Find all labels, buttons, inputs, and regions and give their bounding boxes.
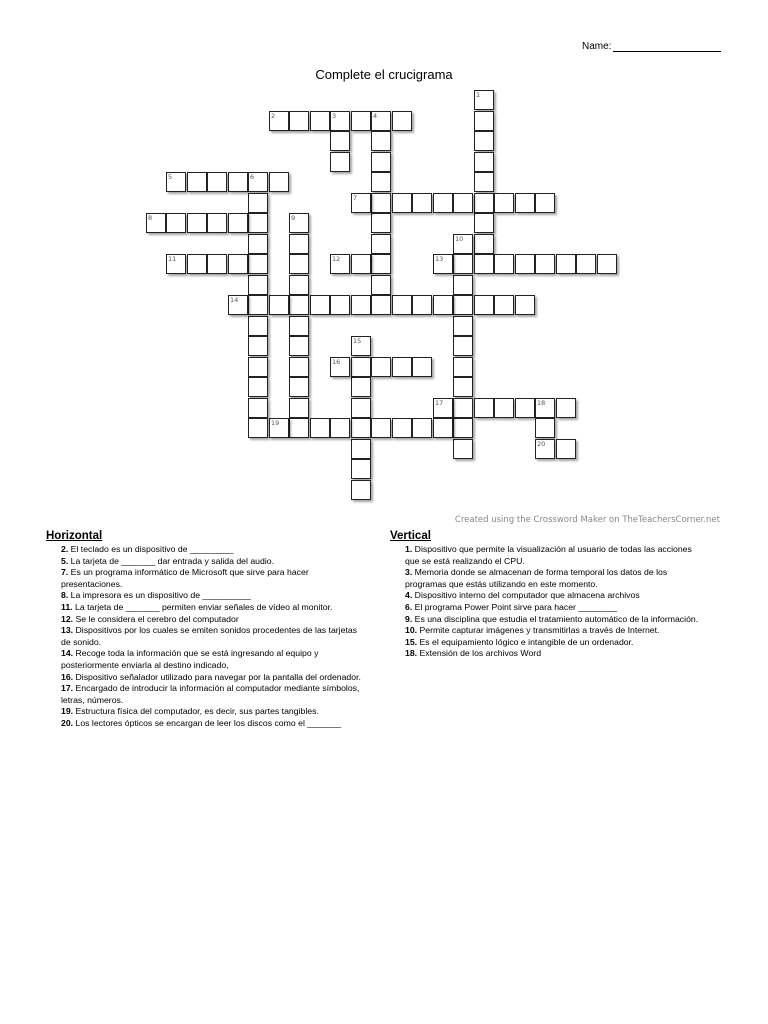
crossword-cell[interactable]: [330, 357, 350, 377]
credit-text: Created using the Crossword Maker on TheTeachersCorner.net: [454, 515, 720, 525]
clue-item: [46, 602, 366, 614]
crossword-cell[interactable]: [289, 357, 309, 377]
crossword-cell[interactable]: [371, 172, 391, 192]
clue-item: [390, 614, 706, 626]
clue-item: [390, 590, 706, 602]
clue-item: [46, 567, 366, 590]
horizontal-heading: Horizontal: [46, 530, 103, 542]
crossword-cell[interactable]: [474, 398, 494, 418]
clue-number: 19.: [61, 706, 74, 717]
clue-text: Dispositivo señalador utilizado para navegar por la pantalla del ordenador.: [75, 671, 361, 682]
clue-text: La tarjeta de _______ permiten enviar señales de vídeo al monitor.: [75, 601, 333, 612]
crossword-cell[interactable]: [351, 398, 371, 418]
crossword-cell[interactable]: [187, 213, 207, 233]
clue-item: [390, 567, 706, 590]
crossword-cell[interactable]: [474, 131, 494, 151]
crossword-cell[interactable]: [453, 398, 473, 418]
crossword-cell[interactable]: [166, 254, 186, 274]
clue-item: [46, 683, 366, 706]
crossword-cell[interactable]: [269, 111, 289, 131]
horizontal-clues: [46, 529, 366, 730]
name-label: Name:: [582, 41, 612, 52]
crossword-cell[interactable]: [412, 418, 432, 438]
clue-number: 17.: [61, 683, 74, 694]
crossword-cell[interactable]: [474, 172, 494, 192]
crossword-cell[interactable]: [515, 295, 535, 315]
crossword-cell[interactable]: [248, 336, 268, 356]
crossword-cell[interactable]: [494, 254, 514, 274]
clue-text: Se le considera el cerebro del computador: [75, 613, 239, 624]
crossword-cell[interactable]: [289, 398, 309, 418]
clue-number: 20.: [61, 717, 74, 728]
crossword-cell[interactable]: [576, 254, 596, 274]
crossword-cell[interactable]: [310, 418, 330, 438]
crossword-cell[interactable]: [453, 234, 473, 254]
crossword-cell[interactable]: [453, 316, 473, 336]
clue-number: 1.: [405, 544, 413, 554]
clue-number: 12.: [61, 613, 74, 624]
crossword-cell[interactable]: [412, 295, 432, 315]
clue-text: Encargado de introducir la información al computador mediante símbolos, letras, números.: [61, 683, 360, 705]
crossword-cell[interactable]: [207, 254, 227, 274]
crossword-cell[interactable]: [269, 172, 289, 192]
crossword-cell[interactable]: [453, 295, 473, 315]
crossword-cell[interactable]: [535, 439, 555, 459]
crossword-cell[interactable]: [248, 398, 268, 418]
crossword-cell[interactable]: [351, 377, 371, 397]
crossword-cell[interactable]: [330, 254, 350, 274]
crossword-cell[interactable]: [351, 480, 371, 500]
clue-text: Recoge toda la información que se está ingresando al equipo y posteriormente enviarla al destino indicado,: [61, 648, 319, 670]
crossword-cell[interactable]: [351, 254, 371, 274]
crossword-cell[interactable]: [453, 377, 473, 397]
clue-number: 4.: [405, 590, 413, 601]
clue-item: [390, 544, 706, 567]
clue-number-label: 9: [291, 214, 296, 222]
clue-text: Estructura física del computador, es decir, sus partes tangibles.: [75, 706, 319, 717]
crossword-cell[interactable]: [412, 357, 432, 377]
crossword-cell[interactable]: [433, 295, 453, 315]
clue-number: 15.: [405, 636, 418, 647]
crossword-cell[interactable]: [371, 254, 391, 274]
crossword-cell[interactable]: [228, 213, 248, 233]
crossword-cell[interactable]: [494, 193, 514, 213]
clue-number-label: 10: [455, 235, 464, 243]
crossword-cell[interactable]: [371, 152, 391, 172]
crossword-cell[interactable]: [453, 357, 473, 377]
crossword-cell[interactable]: [228, 254, 248, 274]
clue-item: [46, 614, 366, 626]
crossword-cell[interactable]: [330, 295, 350, 315]
crossword-cell[interactable]: [515, 193, 535, 213]
crossword-cell[interactable]: [289, 111, 309, 131]
clue-item: [46, 672, 366, 684]
crossword-cell[interactable]: [289, 234, 309, 254]
clue-number-label: 13: [435, 255, 444, 263]
clue-text: La impresora es un dispositivo de __________: [70, 590, 251, 601]
clue-text: Es el equipamiento lógico e intangible de un ordenador.: [419, 636, 634, 647]
clue-number: 18.: [405, 648, 418, 659]
clue-item: [46, 556, 366, 568]
clue-item: [46, 544, 366, 556]
vertical-heading: Vertical: [390, 530, 431, 542]
crossword-cell[interactable]: [330, 111, 350, 131]
crossword-cell[interactable]: [351, 193, 371, 213]
clue-text: Memoria donde se almacenan de forma temporal los datos de los programas que estás utilizando en este momento.: [405, 567, 668, 589]
crossword-cell[interactable]: [535, 193, 555, 213]
crossword-cell[interactable]: [330, 131, 350, 151]
clue-number-label: 7: [353, 194, 358, 202]
crossword-cell[interactable]: [289, 295, 309, 315]
crossword-cell[interactable]: [248, 234, 268, 254]
crossword-cell[interactable]: [433, 398, 453, 418]
crossword-cell[interactable]: [494, 295, 514, 315]
clue-item: [390, 625, 706, 637]
clue-number: 7.: [61, 567, 69, 578]
clue-number-label: 18: [537, 399, 546, 407]
crossword-cell[interactable]: [228, 172, 248, 192]
crossword-cell[interactable]: [187, 172, 207, 192]
crossword-cell[interactable]: [146, 213, 166, 233]
crossword-cell[interactable]: [392, 418, 412, 438]
crossword-cell[interactable]: [412, 193, 432, 213]
crossword-cell[interactable]: [453, 439, 473, 459]
clue-item: [46, 625, 366, 648]
clue-number: 10.: [405, 625, 418, 636]
crossword-cell[interactable]: [248, 275, 268, 295]
crossword-cell[interactable]: [392, 357, 412, 377]
clue-text: El teclado es un dispositivo de _________: [70, 544, 234, 554]
clue-number: 8.: [61, 590, 69, 601]
clue-text: Los lectores ópticos se encargan de leer los discos como el _______: [75, 717, 342, 728]
clue-number-label: 11: [168, 255, 177, 263]
clue-item: [46, 648, 366, 671]
crossword-cell[interactable]: [371, 131, 391, 151]
clue-item: [390, 602, 706, 614]
clue-item: [46, 590, 366, 602]
clue-text: El programa Power Point sirve para hacer ________: [414, 601, 618, 612]
crossword-cell[interactable]: [269, 418, 289, 438]
clue-text: Dispositivos por los cuales se emiten sonidos procedentes de las tarjetas de sonido.: [61, 625, 358, 647]
clue-number-label: 12: [332, 255, 341, 263]
clue-text: Permite capturar imágenes y transmitirlas a través de Internet.: [419, 625, 660, 636]
clue-text: Es una disciplina que estudia el tratamiento automático de la información.: [414, 613, 699, 624]
crossword-cell[interactable]: [248, 357, 268, 377]
crossword-cell[interactable]: [474, 295, 494, 315]
crossword-cell[interactable]: [289, 213, 309, 233]
crossword-cell[interactable]: [453, 418, 473, 438]
clue-number-label: 8: [148, 214, 153, 222]
vertical-clue-list: [390, 544, 706, 660]
crossword-cell[interactable]: [535, 418, 555, 438]
clue-number-label: 14: [230, 296, 239, 304]
crossword-cell[interactable]: [351, 336, 371, 356]
crossword-cell[interactable]: [453, 336, 473, 356]
clue-number-label: 6: [250, 173, 255, 181]
clue-number-label: 15: [353, 337, 362, 345]
clue-text: Extensión de los archivos Word: [419, 648, 542, 659]
crossword-cell[interactable]: [371, 111, 391, 131]
crossword-cell[interactable]: [371, 234, 391, 254]
crossword-cell[interactable]: [289, 377, 309, 397]
clue-number-label: 1: [476, 91, 481, 99]
crossword-cell[interactable]: [474, 90, 494, 110]
crossword-cell[interactable]: [248, 213, 268, 233]
clue-number: 9.: [405, 613, 413, 624]
page-title: Complete el crucigrama: [315, 67, 453, 82]
crossword-cell[interactable]: [187, 254, 207, 274]
clue-number-label: 20: [537, 440, 546, 448]
crossword-cell[interactable]: [371, 357, 391, 377]
crossword-cell[interactable]: [474, 213, 494, 233]
clue-number-label: 2: [271, 112, 276, 120]
crossword-cell[interactable]: [474, 193, 494, 213]
clue-number-label: 16: [332, 358, 341, 366]
crossword-cell[interactable]: [289, 275, 309, 295]
crossword-cell[interactable]: [166, 213, 186, 233]
crossword-cell[interactable]: [166, 172, 186, 192]
crossword-cell[interactable]: [371, 418, 391, 438]
crossword-cell[interactable]: [228, 295, 248, 315]
crossword-cell[interactable]: [556, 398, 576, 418]
clue-number: 6.: [405, 601, 413, 612]
crossword-cell[interactable]: [515, 254, 535, 274]
crossword-cell[interactable]: [556, 439, 576, 459]
clue-number-label: 17: [435, 399, 444, 407]
crossword-cell[interactable]: [392, 193, 412, 213]
clue-item: [390, 648, 706, 660]
crossword-cell[interactable]: [371, 295, 391, 315]
crossword-cell[interactable]: [289, 254, 309, 274]
clue-number: 16.: [61, 671, 74, 682]
crossword-cell[interactable]: [351, 418, 371, 438]
clue-number: 14.: [61, 648, 74, 659]
crossword-cell[interactable]: [248, 377, 268, 397]
horizontal-clue-list: [46, 544, 366, 730]
crossword-cell[interactable]: [310, 295, 330, 315]
clue-number: 5.: [61, 555, 69, 566]
crossword-cell[interactable]: [392, 295, 412, 315]
crossword-cell[interactable]: [433, 418, 453, 438]
crossword-cell[interactable]: [535, 254, 555, 274]
crossword-cell[interactable]: [330, 152, 350, 172]
clue-item: [46, 718, 366, 730]
crossword-cell[interactable]: [330, 418, 350, 438]
vertical-clues: [390, 529, 706, 660]
crossword-cell[interactable]: [248, 418, 268, 438]
crossword-cell[interactable]: [351, 295, 371, 315]
crossword-cell[interactable]: [474, 234, 494, 254]
crossword-cell[interactable]: [453, 275, 473, 295]
clue-number: 2.: [61, 544, 69, 554]
crossword-cell[interactable]: [392, 111, 412, 131]
clue-number-label: 3: [332, 112, 337, 120]
crossword-cell[interactable]: [535, 398, 555, 418]
clue-number-label: 19: [271, 419, 280, 427]
crossword-cell[interactable]: [351, 459, 371, 479]
crossword-cell[interactable]: [310, 111, 330, 131]
crossword-cell[interactable]: [453, 193, 473, 213]
crossword-cell[interactable]: [248, 193, 268, 213]
crossword-cell[interactable]: [248, 316, 268, 336]
crossword-cell[interactable]: [453, 254, 473, 274]
crossword-cell[interactable]: [289, 316, 309, 336]
crossword-cell[interactable]: [474, 152, 494, 172]
clue-number: 13.: [61, 625, 74, 636]
crossword-cell[interactable]: [494, 398, 514, 418]
crossword-cell[interactable]: [351, 111, 371, 131]
clue-text: Dispositivo interno del computador que almacena archivos: [414, 590, 640, 601]
crossword-cell[interactable]: [515, 398, 535, 418]
crossword-cell[interactable]: [474, 111, 494, 131]
crossword-cell[interactable]: [556, 254, 576, 274]
clue-text: Dispositivo que permite la visualización al usuario de todas las acciones que se está realizando el CPU.: [405, 544, 692, 566]
clue-text: Es un programa informático de Microsoft que sirve para hacer presentaciones.: [61, 567, 309, 589]
crossword-cell[interactable]: [248, 172, 268, 192]
crossword-cell[interactable]: [289, 336, 309, 356]
crossword-cell[interactable]: [433, 254, 453, 274]
crossword-cell[interactable]: [269, 295, 289, 315]
crossword-cell[interactable]: [597, 254, 617, 274]
clue-item: [46, 706, 366, 718]
crossword-cell[interactable]: [433, 193, 453, 213]
clue-number: 3.: [405, 567, 413, 578]
clue-number-label: 5: [168, 173, 173, 181]
crossword-cell[interactable]: [371, 213, 391, 233]
crossword-cell[interactable]: [289, 418, 309, 438]
crossword-cell[interactable]: [371, 193, 391, 213]
crossword-cell[interactable]: [248, 295, 268, 315]
clue-number-label: 4: [373, 112, 378, 120]
crossword-cell[interactable]: [207, 213, 227, 233]
crossword-cell[interactable]: [248, 254, 268, 274]
crossword-cell[interactable]: [474, 254, 494, 274]
crossword-cell[interactable]: [351, 357, 371, 377]
crossword-cell[interactable]: [207, 172, 227, 192]
clue-number: 11.: [61, 601, 73, 612]
crossword-cell[interactable]: [371, 275, 391, 295]
clue-item: [390, 637, 706, 649]
crossword-cell[interactable]: [351, 439, 371, 459]
clue-text: La tarjeta de _______ dar entrada y salida del audio.: [70, 555, 275, 566]
